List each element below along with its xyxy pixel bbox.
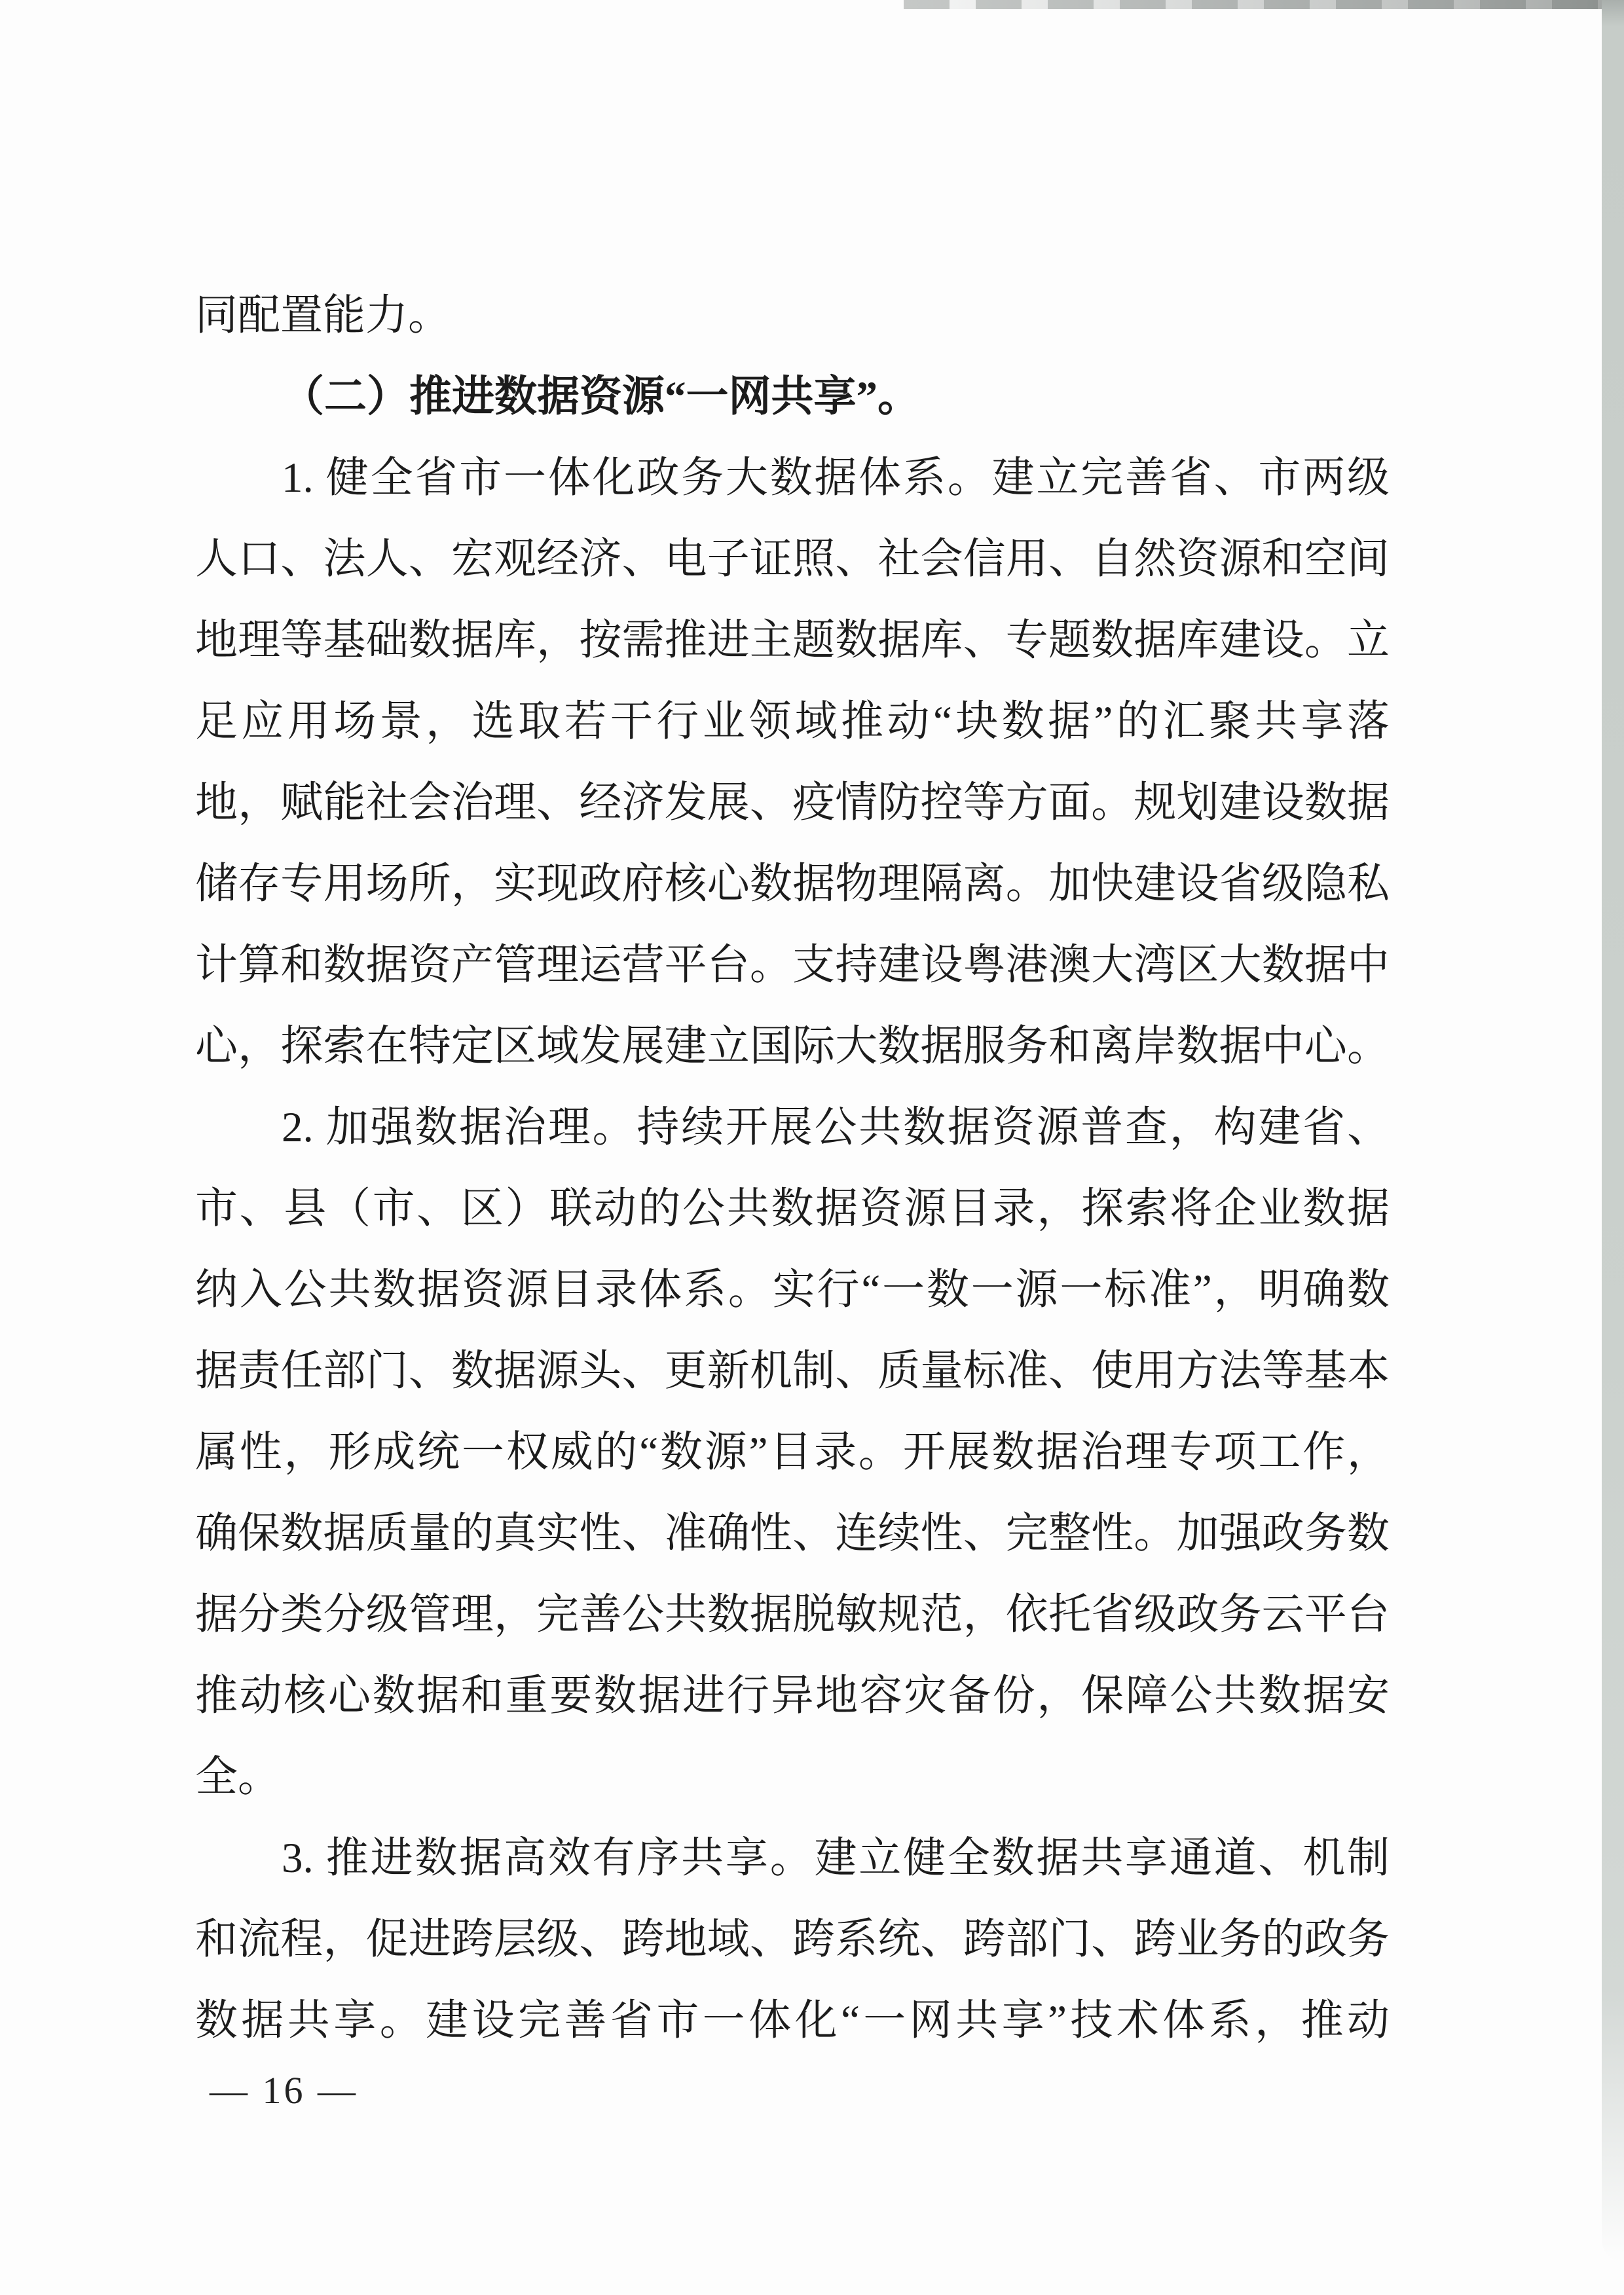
text-line: 属性，形成统一权威的“数源”目录。开展数据治理专项工作， [195,1429,1390,1476]
text-line: 2. 加强数据治理。持续开展公共数据资源普查，构建省、 [282,1104,1390,1151]
text-line: 确保数据质量的真实性、准确性、连续性、完整性。加强政务数 [195,1510,1390,1557]
text-line: 足应用场景，选取若干行业领域推动“块数据”的汇聚共享落 [195,698,1390,745]
text-line: 全。 [195,1753,281,1801]
text-line: 地理等基础数据库，按需推进主题数据库、专题数据库建设。立 [195,617,1390,664]
text-line: 数据共享。建设完善省市一体化“一网共享”技术体系，推动 [195,1997,1390,2044]
text-line: 1. 健全省市一体化政务大数据体系。建立完善省、市两级 [282,454,1390,502]
text-line: 心，探索在特定区域发展建立国际大数据服务和离岸数据中心。 [195,1023,1390,1070]
page-number: — 16 — [210,2069,358,2112]
scan-artifact-top [904,0,1624,9]
text-line: 计算和数据资产管理运营平台。支持建设粤港澳大湾区大数据中 [195,942,1390,989]
text-line: 储存专用场所，实现政府核心数据物理隔离。加快建设省级隐私 [195,860,1390,908]
text-line: 纳入公共数据资源目录体系。实行“一数一源一标准”，明确数 [195,1266,1390,1313]
text-line: （二）推进数据资源“一网共享”。 [282,373,921,420]
text-line: 和流程，促进跨层级、跨地域、跨系统、跨部门、跨业务的政务 [195,1916,1390,1963]
text-line: 同配置能力。 [195,292,451,339]
text-line: 人口、法人、宏观经济、电子证照、社会信用、自然资源和空间 [195,536,1390,583]
text-line: 据分类分级管理，完善公共数据脱敏规范，依托省级政务云平台 [195,1591,1390,1638]
text-line: 市、县（市、区）联动的公共数据资源目录，探索将企业数据 [195,1185,1390,1232]
text-line: 推动核心数据和重要数据进行异地容灾备份，保障公共数据安 [195,1672,1390,1719]
text-line: 3. 推进数据高效有序共享。建立健全数据共享通道、机制 [282,1835,1390,1882]
text-line: 地，赋能社会治理、经济发展、疫情防控等方面。规划建设数据 [195,779,1390,826]
text-line: 据责任部门、数据源头、更新机制、质量标准、使用方法等基本 [195,1348,1390,1395]
scan-artifact-right-edge [1602,0,1624,2262]
document-body [195,275,1390,2061]
